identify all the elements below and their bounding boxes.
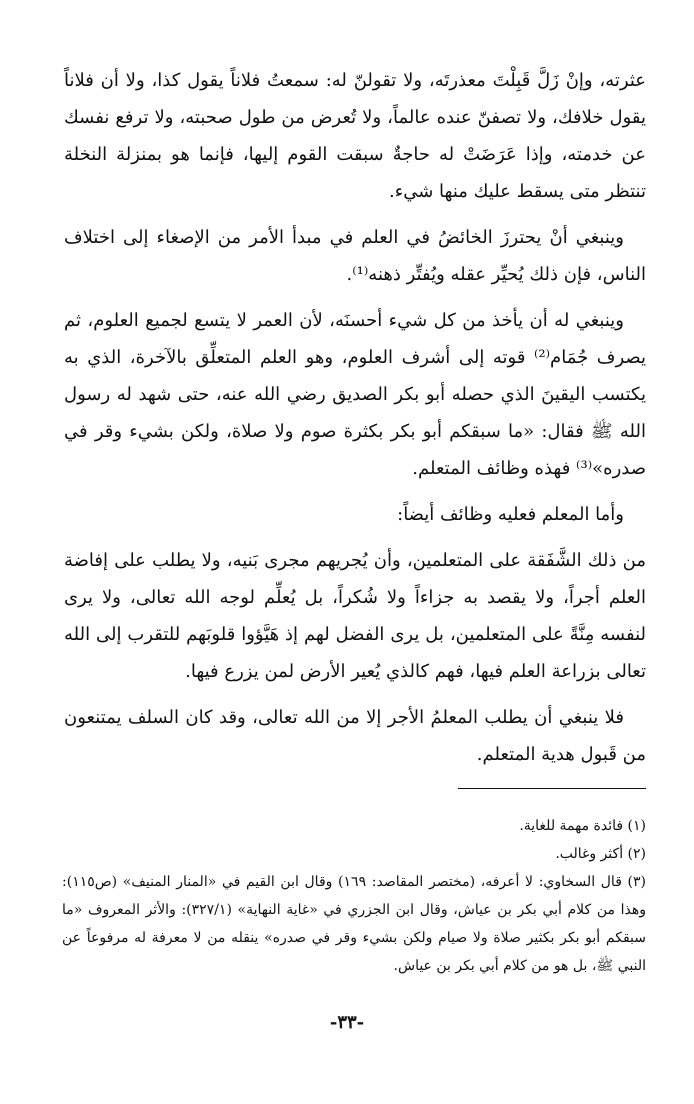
page-number: -٣٣-: [329, 1012, 365, 1033]
footnote: (٢) أكثر وغالب.: [555, 846, 646, 862]
footnote: (١) فائدة مهمة للغاية.: [519, 818, 646, 834]
main-text: [64, 62, 646, 782]
paragraph: عثرته، وإنْ زَلَّ قَبِلْتَ معذرتَه، ولا تقولنّ له: سمعتُ فلاناً يقول كذا، ولا أن فلاناً يقول خلافك، ولا تصفنّ عنده عالماً، ولا تُعرض من طول صحبته، ولا ترفع نفسك عن خدمته، وإذا عَرَضَتْ له حاجةٌ سبقت القوم إليها، فإنما هو بمنزلة النخلة تنتظر متى يسقط عليك منها شيء.: [64, 70, 646, 202]
paragraph: فلا ينبغي أن يطلب المعلمُ الأجر إلا من الله تعالى، وقد كان السلف يمتنعون من قَبول هدية المتعلم.: [64, 707, 646, 765]
paragraph: وأما المعلم فعليه وظائف أيضاً:: [397, 504, 624, 525]
paragraph: وينبغي أنْ يحترزَ الخائضُ في العلم في مبدأ الأمر من الإصغاء إلى اختلاف الناس، فإن ذلك يُحيِّر عقله ويُفتِّر ذهنه⁽¹⁾.: [64, 227, 646, 285]
paragraph: وينبغي له أن يأخذ من كل شيء أحسنَه، لأن العمر لا يتسع لجميع العلوم، ثم يصرف جُمَام⁽²⁾ قوته إلى أشرف العلوم، وهو العلم المتعلِّق بالآخرة، الذي به يكتسب اليقينَ الذي حصله أبو بكر الصديق رضي الله عنه، حتى شهد له رسول الله ﷺ فقال: «ما سبقكم أبو بكر بكثرة صوم ولا صلاة، ولكن بشيء وقر في صدره»⁽³⁾ فهذه وظائف المتعلم.: [64, 310, 646, 479]
footnotes: [62, 812, 646, 980]
footnote-separator: [458, 788, 646, 789]
footnote: (٣) قال السخاوي: لا أعرفه، (مختصر المقاصد: ١٦٩) وقال ابن القيم في «المنار المنيف» (ص١١٥): وهذا من كلام أبي بكر بن عياش، وقال ابن الجزري في «غاية النهاية» (٣٢٧/١): والأثر المعروف «ما سبقكم أبو بكر بكثير صلاة ولا صيام ولكن بشيء وقر في صدره» ينقله من لا معرفة له مرفوعاً عن النبي ﷺ، بل هو من كلام أبي بكر بن عياش.: [62, 874, 647, 974]
paragraph: من ذلك الشَّفَقة على المتعلمين، وأن يُجريهم مجرى بَنيه، ولا يطلب على إفاضة العلم أجراً، ولا يقصد به جزاءاً ولا شُكراً، بل يُعلِّم لوجه الله تعالى، ولا يرى لنفسه مِنَّةً على المتعلمين، بل يرى الفضل لهم إذ هَيَّؤوا قلوبَهم للتقرب إلى الله تعالى بزراعة العلم فيها، فهم كالذي يُعير الأرض لمن يزرع فيها.: [64, 550, 646, 682]
